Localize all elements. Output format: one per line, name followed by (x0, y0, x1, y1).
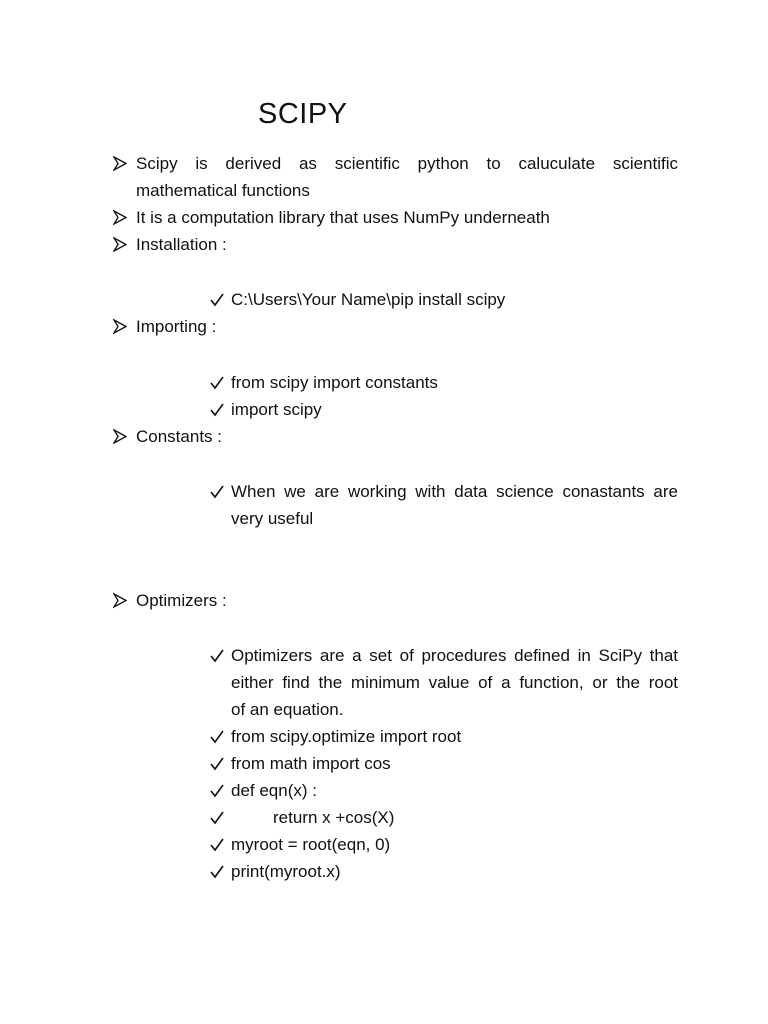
checkmark-bullet-icon (209, 858, 225, 885)
arrowhead-bullet-icon (113, 313, 127, 340)
bullet-text-continued: mathematical functions (136, 181, 310, 200)
bullet-text: It is a computation library that uses NumPy underneath (136, 208, 550, 227)
checkmark-bullet-icon (209, 286, 225, 313)
arrowhead-bullet-icon (113, 204, 127, 231)
bullet-text: Scipy is derived as scientific python to caluculate scientific (136, 154, 678, 173)
checkmark-bullet-icon (209, 831, 225, 858)
code-line: print(myroot.x) (231, 862, 341, 881)
sub-item-text: from scipy import constants (231, 373, 438, 392)
sub-item-text: When we are working with data science conastants are (231, 482, 678, 501)
section-heading-constants: Constants : (136, 427, 222, 446)
arrowhead-bullet-icon (113, 231, 127, 258)
section-heading-installation: Installation : (136, 235, 227, 254)
section-heading-importing: Importing : (136, 317, 217, 336)
arrowhead-bullet-icon (113, 423, 127, 450)
checkmark-bullet-icon (209, 750, 225, 777)
code-line: def eqn(x) : (231, 781, 317, 800)
sub-item-text: C:\Users\Your Name\pip install scipy (231, 290, 506, 309)
code-line: from scipy.optimize import root (231, 727, 462, 746)
checkmark-bullet-icon (209, 723, 225, 750)
arrowhead-bullet-icon (113, 587, 127, 614)
checkmark-bullet-icon (209, 804, 225, 831)
page-title: SCIPY (258, 98, 348, 130)
checkmark-bullet-icon (209, 396, 225, 423)
checkmark-bullet-icon (209, 642, 225, 669)
code-line-indented: return x +cos(X) (273, 808, 395, 827)
sub-item-text: Optimizers are a set of procedures defined in SciPy that (231, 646, 678, 665)
sub-item-text-continued: either find the minimum value of a function, or the root (231, 673, 678, 692)
code-line: myroot = root(eqn, 0) (231, 835, 391, 854)
arrowhead-bullet-icon (113, 150, 127, 177)
checkmark-bullet-icon (209, 478, 225, 505)
sub-item-text-continued: of an equation. (231, 700, 344, 719)
checkmark-bullet-icon (209, 369, 225, 396)
checkmark-bullet-icon (209, 777, 225, 804)
sub-item-text: import scipy (231, 400, 322, 419)
section-heading-optimizers: Optimizers : (136, 591, 227, 610)
code-line: from math import cos (231, 754, 391, 773)
sub-item-text-continued: very useful (231, 509, 314, 528)
